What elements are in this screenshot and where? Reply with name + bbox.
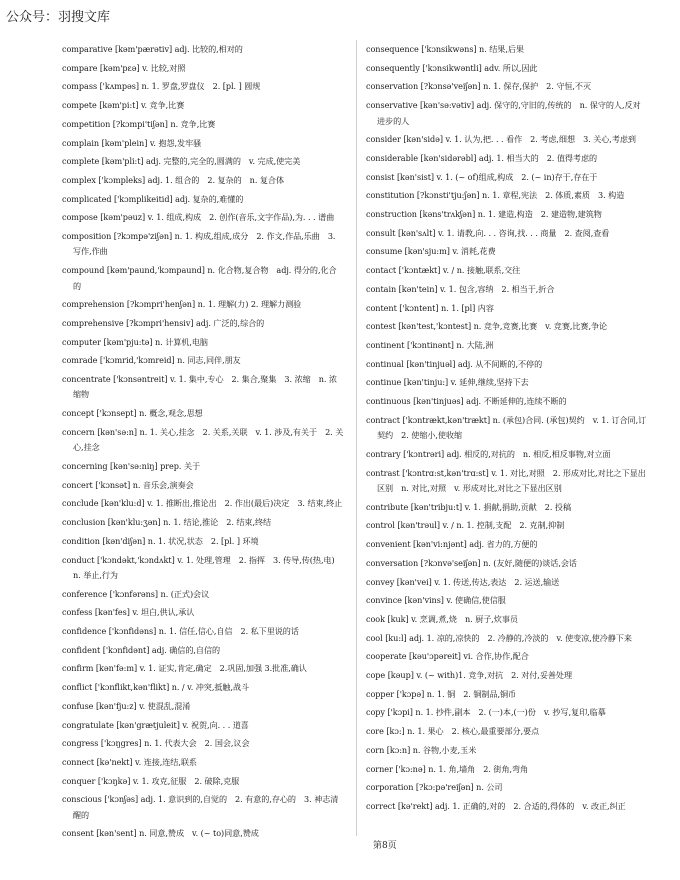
dictionary-entry: contribute [kən'tribju:t] v. 1. 捐献,捐助,贡献 2. 投稿 <box>366 501 571 512</box>
dictionary-entry: continual [kən'tinjuəl] adj. 从不间断的,不停的 <box>366 358 543 369</box>
dictionary-entry: cook [kuk] v. 烹调,煮,烧 n. 厨子,炊事员 <box>366 613 518 624</box>
dictionary-entry: concept ['kɔnsept] n. 概念,观念,思想 <box>62 408 203 419</box>
dictionary-entry: comprehensive [?kɔmpri'hensiv] adj. 广泛的,综合的 <box>62 317 265 328</box>
dictionary-entry: confirm [kən'fə:m] v. 1. 证实,肯定,确定 2.巩固,加强 3.批准,确认 <box>62 663 307 674</box>
dictionary-entry: construction [kəns'trʌkʃən] n. 1. 建造,构造 2. 建造物,建筑物 <box>366 209 602 220</box>
dictionary-entry: corn [kɔ:n] n. 谷物,小麦,玉米 <box>366 744 477 755</box>
dictionary-entry: continue [kən'tinju:] v. 延伸,继续,坚持下去 <box>366 377 529 388</box>
dictionary-entry: confuse [kən'fju:z] v. 使混乱,混淆 <box>62 700 191 711</box>
dictionary-entry: content ['kɔntent] n. 1. [pl] 内容 <box>366 302 494 313</box>
dictionary-entry: computer [kəm'pju:tə] n. 计算机,电脑 <box>62 336 208 347</box>
dictionary-entry: constitution [?kɔnsti'tju:ʃən] n. 1. 章程,宪法 2. 体质,素质 3. 构造 <box>366 190 625 201</box>
dictionary-entry: conclusion [kən'klu:ʒən] n. 1. 结论,推论 2. 结束,终结 <box>62 517 272 528</box>
dictionary-entry: congress ['kɔŋgres] n. 1. 代表大会 2. 国会,议会 <box>62 738 250 749</box>
dictionary-entry: concerning [kən'sə:niŋ] prep. 关于 <box>62 460 201 471</box>
dictionary-entry: complicated ['kɔmplikeitid] adj. 复杂的,难懂的 <box>62 193 244 204</box>
dictionary-entry: condition [kən'diʃən] n. 1. 状况,状态 2. [pl. ] 环境 <box>62 535 259 546</box>
dictionary-entry: considerable [kən'sidərəbl] adj. 1. 相当大的 2. 值得考虑的 <box>366 152 598 163</box>
dictionary-entry: consider [kən'sidə] v. 1. 认为,把. . . 看作 2. 考虑,细想 3. 关心,考虑到 <box>366 134 636 145</box>
dictionary-entry: convey [kən'vei] v. 1. 传送,传达,表达 2. 运送,输送 <box>366 576 560 587</box>
dictionary-entry: connect [kə'nekt] v. 连接,连结,联系 <box>62 756 197 767</box>
dictionary-entry: comprehension [?kɔmpri'henʃən] n. 1. 理解(力) 2. 理解力测验 <box>62 299 302 310</box>
dictionary-entry: contact ['kɔntækt] v. / n. 接触,联系,交往 <box>366 265 521 276</box>
dictionary-entry: cooperate [kəu'ɔpəreit] vi. 合作,协作,配合 <box>366 651 529 662</box>
dictionary-entry: consequence ['kɔnsikwəns] n. 结果,后果 <box>366 44 524 54</box>
dictionary-entry: copper ['kɔpə] n. 1. 铜 2. 铜制品,铜币 <box>366 688 517 699</box>
dictionary-entry: conscious ['kɔnʃəs] adj. 1. 意识到的,自觉的 2. 有意的,存心的 3. 神志清醒的 <box>62 794 339 820</box>
dictionary-entry: consult [kən'sʌlt] v. 1. 请教,向. . . 咨询,找. . . 商量 2. 查阅,查看 <box>366 227 610 238</box>
right-column <box>366 42 648 818</box>
dictionary-entry: cope [kəup] v. (~ with)1. 竞争,对抗 2. 对付,妥善处理 <box>366 670 573 681</box>
dictionary-entry: consist [kən'sist] v. 1. (~ of)组成,构成 2. (~ in)存于,存在于 <box>366 171 598 182</box>
dictionary-entry: corner ['kɔ:nə] n. 1. 角,墙角 2. 街角,弯角 <box>366 763 529 774</box>
page-number: 第8页 <box>373 841 397 851</box>
dictionary-entry: conduct ['kɔndəkt,'kɔndʌkt] v. 1. 处理,管理 2. 指挥 3. 传导,传(热,电) n. 举止,行为 <box>62 554 335 580</box>
dictionary-entry: conservation [?kɔnsə'veiʃən] n. 1. 保存,保护 2. 守恒,不灭 <box>366 81 592 92</box>
dictionary-entry: concert ['kɔnsət] n. 音乐会,演奏会 <box>62 479 194 490</box>
dictionary-entry: consequently ['kɔnsikwəntli] adv. 所以,因此 <box>366 62 538 73</box>
column-divider <box>356 40 357 836</box>
dictionary-entry: core [kɔ:] n. 1. 果心 2. 核心,最重要部分,要点 <box>366 726 540 737</box>
dictionary-entry: compose [kəm'pəuz] v. 1. 组成,构成 2. 创作(音乐,文字作品),为. . . 谱曲 <box>62 212 335 223</box>
dictionary-entry: comrade ['kɔmrid,'kɔmreid] n. 同志,同伴,朋友 <box>62 355 241 366</box>
dictionary-entry: concentrate ['kɔnsəntreit] v. 1. 集中,专心 2. 集合,聚集 3. 浓缩 n. 浓缩物 <box>62 374 337 400</box>
dictionary-entry: confident ['kɔnfidənt] adj. 确信的,自信的 <box>62 644 221 655</box>
dictionary-entry: conclude [kən'klu:d] v. 1. 推断出,推论出 2. 作出(最后)决定 3. 结束,终止 <box>62 498 343 509</box>
dictionary-entry: control [kən'trəul] v. / n. 1. 控制,支配 2. 克制,抑制 <box>366 520 565 531</box>
dictionary-entry: convenient [kən'vi:njənt] adj. 省力的,方便的 <box>366 539 538 550</box>
dictionary-entry: contain [kən'tein] v. 1. 包含,容纳 2. 相当于,折合 <box>366 283 555 294</box>
dictionary-entry: contrast ['kɔntrɑ:st,kən'trɑ:st] v. 1. 对比,对照 2. 形成对比,对比之下显出区别 n. 对比,对照 v. 形成对比,对比之下显出区别 <box>366 467 646 493</box>
dictionary-entry: conquer ['kɔŋkə] v. 1. 攻克,征服 2. 破除,克服 <box>62 775 240 786</box>
dictionary-entry: continuous [kən'tinjuəs] adj. 不断延伸的,连续不断的 <box>366 396 567 407</box>
dictionary-entry: compare [kəm'pɛə] v. 比较,对照 <box>62 62 186 73</box>
dictionary-entry: compound [kəm'paund,'kɔmpaund] n. 化合物,复合物 adj. 得分的,化合的 <box>62 265 337 291</box>
dictionary-entry: congratulate [kən'grætjuleit] v. 祝贺,向. . . 道喜 <box>62 719 249 730</box>
dictionary-entry: correct [kə'rekt] adj. 1. 正确的,对的 2. 合适的,得体的 v. 改正,纠正 <box>366 800 626 811</box>
dictionary-entry: compete [kəm'pi:t] v. 竞争,比赛 <box>62 100 185 111</box>
dictionary-entry: complex ['kɔmpleks] adj. 1. 组合的 2. 复杂的 n. 复合体 <box>62 174 285 185</box>
dictionary-entry: consent [kən'sent] n. 同意,赞成 v. (~ to)同意,赞成 <box>62 828 259 839</box>
dictionary-entry: confidence ['kɔnfidəns] n. 1. 信任,信心,自信 2. 私下里说的话 <box>62 626 299 637</box>
dictionary-entry: conservative [kən'sə:vətiv] adj. 保守的,守旧的,传统的 n. 保守的人,反对进步的人 <box>366 100 641 126</box>
dictionary-entry: competition [?kɔmpi'tiʃən] n. 竞争,比赛 <box>62 118 216 129</box>
dictionary-entry: contest [kən'test,'kɔntest] n. 竞争,竞赛,比赛 v. 竞赛,比赛,争论 <box>366 321 608 332</box>
dictionary-entry: composition [?kɔmpə'ziʃən] n. 1. 构成,组成,成分 2. 作文,作品,乐曲 3. 写作,作曲 <box>62 231 336 257</box>
dictionary-entry: conference ['kɔnfərəns] n. (正式)会议 <box>62 588 210 599</box>
dictionary-entry: convince [kən'vins] v. 使确信,使信服 <box>366 595 506 606</box>
left-column <box>62 42 344 845</box>
dictionary-entry: complain [kəm'plein] v. 抱怨,发牢骚 <box>62 137 202 148</box>
dictionary-entry: continent ['kɔntinənt] n. 大陆,洲 <box>366 339 494 350</box>
dictionary-entry: corporation [?kɔ:pə'reiʃən] n. 公司 <box>366 782 503 793</box>
dictionary-entry: concern [kən'sə:n] n. 1. 关心,挂念 2. 关系,关联 v. 1. 涉及,有关于 2. 关心,挂念 <box>62 426 344 453</box>
dictionary-entry: confess [kən'fes] v. 坦白,供认,承认 <box>62 607 195 618</box>
dictionary-entry: copy ['kɔpi] n. 1. 抄件,副本 2. (一)本,(一)份 v. 抄写,复印,临摹 <box>366 707 606 718</box>
dictionary-entry: conflict ['kɔnflikt,kən'flikt] n. / v. 冲突,抵触,战斗 <box>62 682 250 693</box>
dictionary-entry: consume [kən'sju:m] v. 消耗,花费 <box>366 246 496 257</box>
dictionary-entry: comparative [kəm'pærətiv] adj. 比较的,相对的 <box>62 44 243 54</box>
dictionary-entry: complete [kəm'pli:t] adj. 完整的,完全的,圆满的 v. 完成,使完美 <box>62 156 301 167</box>
dictionary-entry: contrary ['kɔntrəri] adj. 相反的,对抗的 n. 相反,相反事物,对立面 <box>366 448 611 459</box>
dictionary-entry: conversation [?kɔnvə'seiʃən] n. (友好,随便的)谈话,会话 <box>366 557 577 568</box>
dictionary-entry: contract ['kɔntrækt,kən'trækt] n. (承包)合同. (承包)契约 v. 1. 订合同,订契约 2. 使缩小,使收缩 <box>366 414 647 441</box>
dictionary-entry: cool [ku:l] adj. 1. 凉的,凉快的 2. 冷静的,冷淡的 v. 使变凉,使冷静下来 <box>366 632 632 643</box>
dictionary-entry: compass ['kʌmpəs] n. 1. 罗盘,罗盘仪 2. [pl. ] 圆规 <box>62 81 261 92</box>
channel-header: 公众号：羽搜文库 <box>6 10 111 25</box>
